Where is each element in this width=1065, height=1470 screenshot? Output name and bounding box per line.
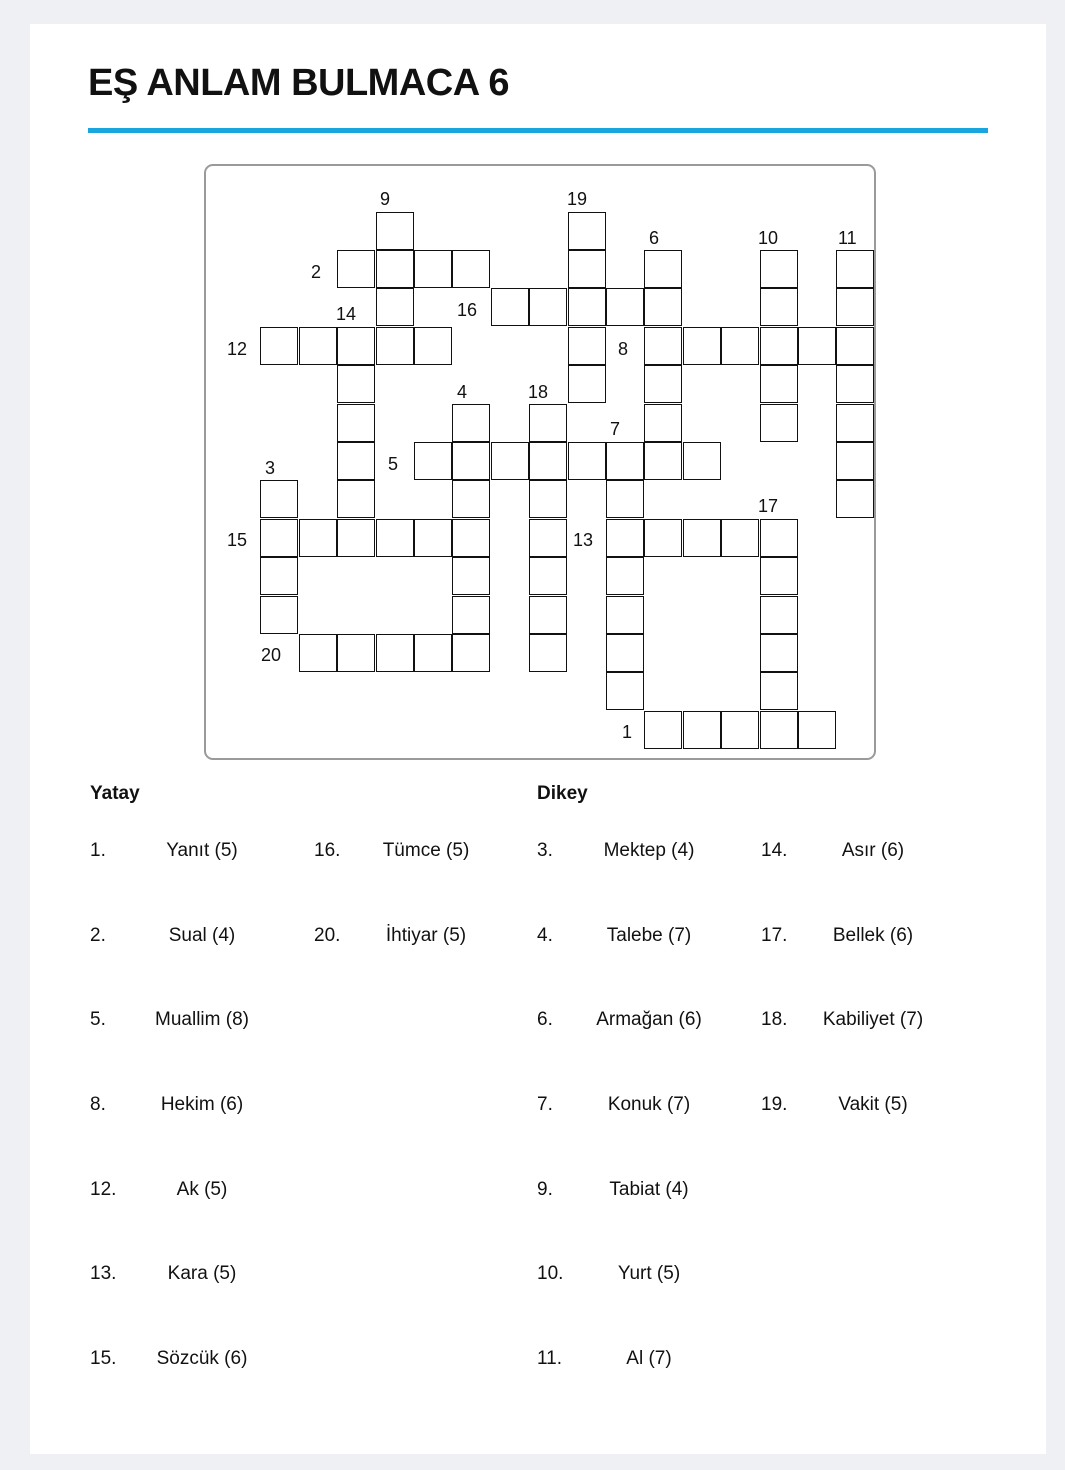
clue-number-label: 18 bbox=[528, 382, 549, 402]
grid-cell[interactable] bbox=[760, 634, 798, 672]
clue-number-label: 4 bbox=[457, 382, 468, 402]
grid-cell[interactable] bbox=[452, 442, 490, 480]
clue-number-label: 14 bbox=[336, 304, 357, 324]
across-clue-text: Hekim (6) bbox=[160, 1094, 244, 1115]
down-clue-text: Vakit (5) bbox=[838, 1094, 908, 1115]
grid-cell[interactable] bbox=[337, 519, 375, 557]
grid-cell[interactable] bbox=[299, 634, 337, 672]
grid-cell[interactable] bbox=[376, 212, 414, 250]
grid-cell[interactable] bbox=[337, 327, 375, 365]
grid-cell[interactable] bbox=[529, 404, 567, 442]
down-clue-number: 4. bbox=[537, 925, 553, 946]
grid-cell[interactable] bbox=[721, 519, 759, 557]
grid-cell[interactable] bbox=[414, 634, 452, 672]
down-clue-text: Armağan (6) bbox=[596, 1009, 702, 1030]
across-clue-text: Muallim (8) bbox=[155, 1009, 249, 1030]
grid-cell[interactable] bbox=[760, 672, 798, 710]
down-clue-number: 10. bbox=[537, 1263, 564, 1284]
grid-cell[interactable] bbox=[683, 327, 721, 365]
grid-cell[interactable] bbox=[568, 442, 606, 480]
grid-cell[interactable] bbox=[683, 711, 721, 749]
grid-cell[interactable] bbox=[568, 365, 606, 403]
clue-number-label: 15 bbox=[227, 530, 248, 550]
grid-cell[interactable] bbox=[644, 288, 682, 326]
grid-cell[interactable] bbox=[299, 519, 337, 557]
grid-cell[interactable] bbox=[414, 442, 452, 480]
grid-cell[interactable] bbox=[606, 596, 644, 634]
grid-cell[interactable] bbox=[529, 519, 567, 557]
clue-number-label: 10 bbox=[758, 228, 779, 248]
grid-cell[interactable] bbox=[760, 365, 798, 403]
across-clue-number: 16. bbox=[314, 840, 341, 861]
worksheet-page bbox=[30, 24, 1046, 1454]
grid-cell[interactable] bbox=[798, 711, 836, 749]
across-clue-number: 13. bbox=[90, 1263, 117, 1284]
clue-number-label: 9 bbox=[380, 189, 391, 209]
grid-cell[interactable] bbox=[644, 711, 682, 749]
across-clue-number: 20. bbox=[314, 925, 341, 946]
grid-cell[interactable] bbox=[376, 250, 414, 288]
grid-cell[interactable] bbox=[452, 596, 490, 634]
grid-cell[interactable] bbox=[760, 250, 798, 288]
grid-cell[interactable] bbox=[606, 288, 644, 326]
clue-number-label: 11 bbox=[838, 228, 857, 248]
grid-cell[interactable] bbox=[644, 442, 682, 480]
grid-cell[interactable] bbox=[529, 634, 567, 672]
clue-number-label: 1 bbox=[622, 722, 633, 742]
down-clue-number: 19. bbox=[761, 1094, 788, 1115]
down-clue-number: 9. bbox=[537, 1179, 553, 1200]
grid-cell[interactable] bbox=[260, 519, 298, 557]
across-clue-number: 15. bbox=[90, 1348, 117, 1369]
grid-cell[interactable] bbox=[337, 365, 375, 403]
grid-cell[interactable] bbox=[760, 327, 798, 365]
grid-cell[interactable] bbox=[606, 557, 644, 595]
grid-cell[interactable] bbox=[299, 327, 337, 365]
grid-cell[interactable] bbox=[337, 404, 375, 442]
grid-cell[interactable] bbox=[337, 250, 375, 288]
grid-cell[interactable] bbox=[836, 365, 874, 403]
clue-number-label: 3 bbox=[265, 458, 276, 478]
clue-number-label: 20 bbox=[261, 645, 282, 665]
grid-cell[interactable] bbox=[337, 480, 375, 518]
grid-cell[interactable] bbox=[760, 404, 798, 442]
down-clue-text: Mektep (4) bbox=[603, 840, 695, 861]
grid-cell[interactable] bbox=[376, 288, 414, 326]
grid-cell[interactable] bbox=[760, 519, 798, 557]
grid-cell[interactable] bbox=[337, 442, 375, 480]
clue-number-label: 2 bbox=[311, 262, 322, 282]
grid-cell[interactable] bbox=[836, 480, 874, 518]
clue-number-label: 6 bbox=[649, 228, 660, 248]
clue-number-label: 5 bbox=[388, 454, 399, 474]
grid-cell[interactable] bbox=[683, 519, 721, 557]
across-clue-text: Kara (5) bbox=[167, 1263, 237, 1284]
grid-cell[interactable] bbox=[414, 327, 452, 365]
across-heading: Yatay bbox=[90, 783, 140, 804]
grid-cell[interactable] bbox=[452, 480, 490, 518]
grid-cell[interactable] bbox=[414, 519, 452, 557]
down-clue-number: 17. bbox=[761, 925, 788, 946]
grid-cell[interactable] bbox=[376, 519, 414, 557]
down-clue-number: 18. bbox=[761, 1009, 788, 1030]
across-clue-text: Yanıt (5) bbox=[166, 840, 238, 861]
across-clue-text: Ak (5) bbox=[176, 1179, 228, 1200]
grid-cell[interactable] bbox=[606, 672, 644, 710]
grid-cell[interactable] bbox=[529, 442, 567, 480]
grid-cell[interactable] bbox=[529, 596, 567, 634]
clue-number-label: 17 bbox=[758, 496, 779, 516]
down-clue-number: 14. bbox=[761, 840, 788, 861]
across-clue-text: Sözcük (6) bbox=[156, 1348, 248, 1369]
grid-cell[interactable] bbox=[568, 250, 606, 288]
down-clue-number: 6. bbox=[537, 1009, 553, 1030]
down-clue-text: Asır (6) bbox=[841, 840, 905, 861]
grid-cell[interactable] bbox=[606, 442, 644, 480]
grid-cell[interactable] bbox=[337, 634, 375, 672]
grid-cell[interactable] bbox=[452, 634, 490, 672]
grid-cell[interactable] bbox=[644, 404, 682, 442]
grid-cell[interactable] bbox=[452, 557, 490, 595]
across-clue-number: 8. bbox=[90, 1094, 106, 1115]
grid-cell[interactable] bbox=[260, 327, 298, 365]
grid-cell[interactable] bbox=[452, 404, 490, 442]
across-clue-text: İhtiyar (5) bbox=[385, 925, 467, 946]
clue-number-label: 19 bbox=[567, 189, 588, 209]
grid-cell[interactable] bbox=[836, 250, 874, 288]
down-clue-text: Tabiat (4) bbox=[609, 1179, 689, 1200]
clue-number-label: 13 bbox=[573, 530, 594, 550]
down-clue-text: Kabiliyet (7) bbox=[822, 1009, 924, 1030]
grid-cell[interactable] bbox=[721, 327, 759, 365]
down-clue-text: Talebe (7) bbox=[606, 925, 692, 946]
grid-cell[interactable] bbox=[452, 250, 490, 288]
down-clue-text: Bellek (6) bbox=[832, 925, 914, 946]
grid-cell[interactable] bbox=[529, 480, 567, 518]
grid-cell[interactable] bbox=[376, 327, 414, 365]
down-clue-number: 11. bbox=[537, 1348, 563, 1369]
clue-number-label: 7 bbox=[610, 419, 621, 439]
grid-cell[interactable] bbox=[491, 288, 529, 326]
grid-cell[interactable] bbox=[260, 480, 298, 518]
grid-cell[interactable] bbox=[644, 519, 682, 557]
grid-cell[interactable] bbox=[836, 288, 874, 326]
across-clue-text: Tümce (5) bbox=[382, 840, 470, 861]
grid-cell[interactable] bbox=[568, 212, 606, 250]
grid-cell[interactable] bbox=[606, 634, 644, 672]
grid-cell[interactable] bbox=[683, 442, 721, 480]
grid-cell[interactable] bbox=[414, 250, 452, 288]
grid-cell[interactable] bbox=[568, 288, 606, 326]
grid-cell[interactable] bbox=[760, 596, 798, 634]
grid-cell[interactable] bbox=[260, 596, 298, 634]
down-clue-number: 3. bbox=[537, 840, 553, 861]
across-clue-number: 12. bbox=[90, 1179, 117, 1200]
grid-cell[interactable] bbox=[491, 442, 529, 480]
down-clue-number: 7. bbox=[537, 1094, 553, 1115]
down-heading: Dikey bbox=[537, 783, 588, 804]
grid-cell[interactable] bbox=[760, 557, 798, 595]
grid-cell[interactable] bbox=[836, 404, 874, 442]
grid-cell[interactable] bbox=[836, 442, 874, 480]
grid-cell[interactable] bbox=[376, 634, 414, 672]
grid-cell[interactable] bbox=[606, 480, 644, 518]
down-clue-text: Al (7) bbox=[626, 1348, 672, 1369]
down-clue-text: Yurt (5) bbox=[617, 1263, 681, 1284]
grid-cell[interactable] bbox=[529, 557, 567, 595]
grid-cell[interactable] bbox=[721, 711, 759, 749]
title-underline bbox=[88, 128, 988, 133]
grid-cell[interactable] bbox=[836, 327, 874, 365]
page-title: EŞ ANLAM BULMACA 6 bbox=[88, 62, 509, 104]
across-clue-number: 2. bbox=[90, 925, 106, 946]
grid-cell[interactable] bbox=[452, 519, 490, 557]
grid-cell[interactable] bbox=[644, 327, 682, 365]
clue-number-label: 12 bbox=[227, 339, 248, 359]
across-clue-text: Sual (4) bbox=[168, 925, 236, 946]
grid-cell[interactable] bbox=[760, 288, 798, 326]
grid-cell[interactable] bbox=[644, 250, 682, 288]
across-clue-number: 5. bbox=[90, 1009, 106, 1030]
grid-cell[interactable] bbox=[529, 288, 567, 326]
grid-cell[interactable] bbox=[568, 327, 606, 365]
grid-cell[interactable] bbox=[606, 519, 644, 557]
grid-cell[interactable] bbox=[760, 711, 798, 749]
clue-number-label: 8 bbox=[618, 339, 629, 359]
clue-number-label: 16 bbox=[457, 300, 478, 320]
grid-cell[interactable] bbox=[260, 557, 298, 595]
grid-cell[interactable] bbox=[798, 327, 836, 365]
across-clue-number: 1. bbox=[90, 840, 106, 861]
down-clue-text: Konuk (7) bbox=[607, 1094, 691, 1115]
grid-cell[interactable] bbox=[644, 365, 682, 403]
